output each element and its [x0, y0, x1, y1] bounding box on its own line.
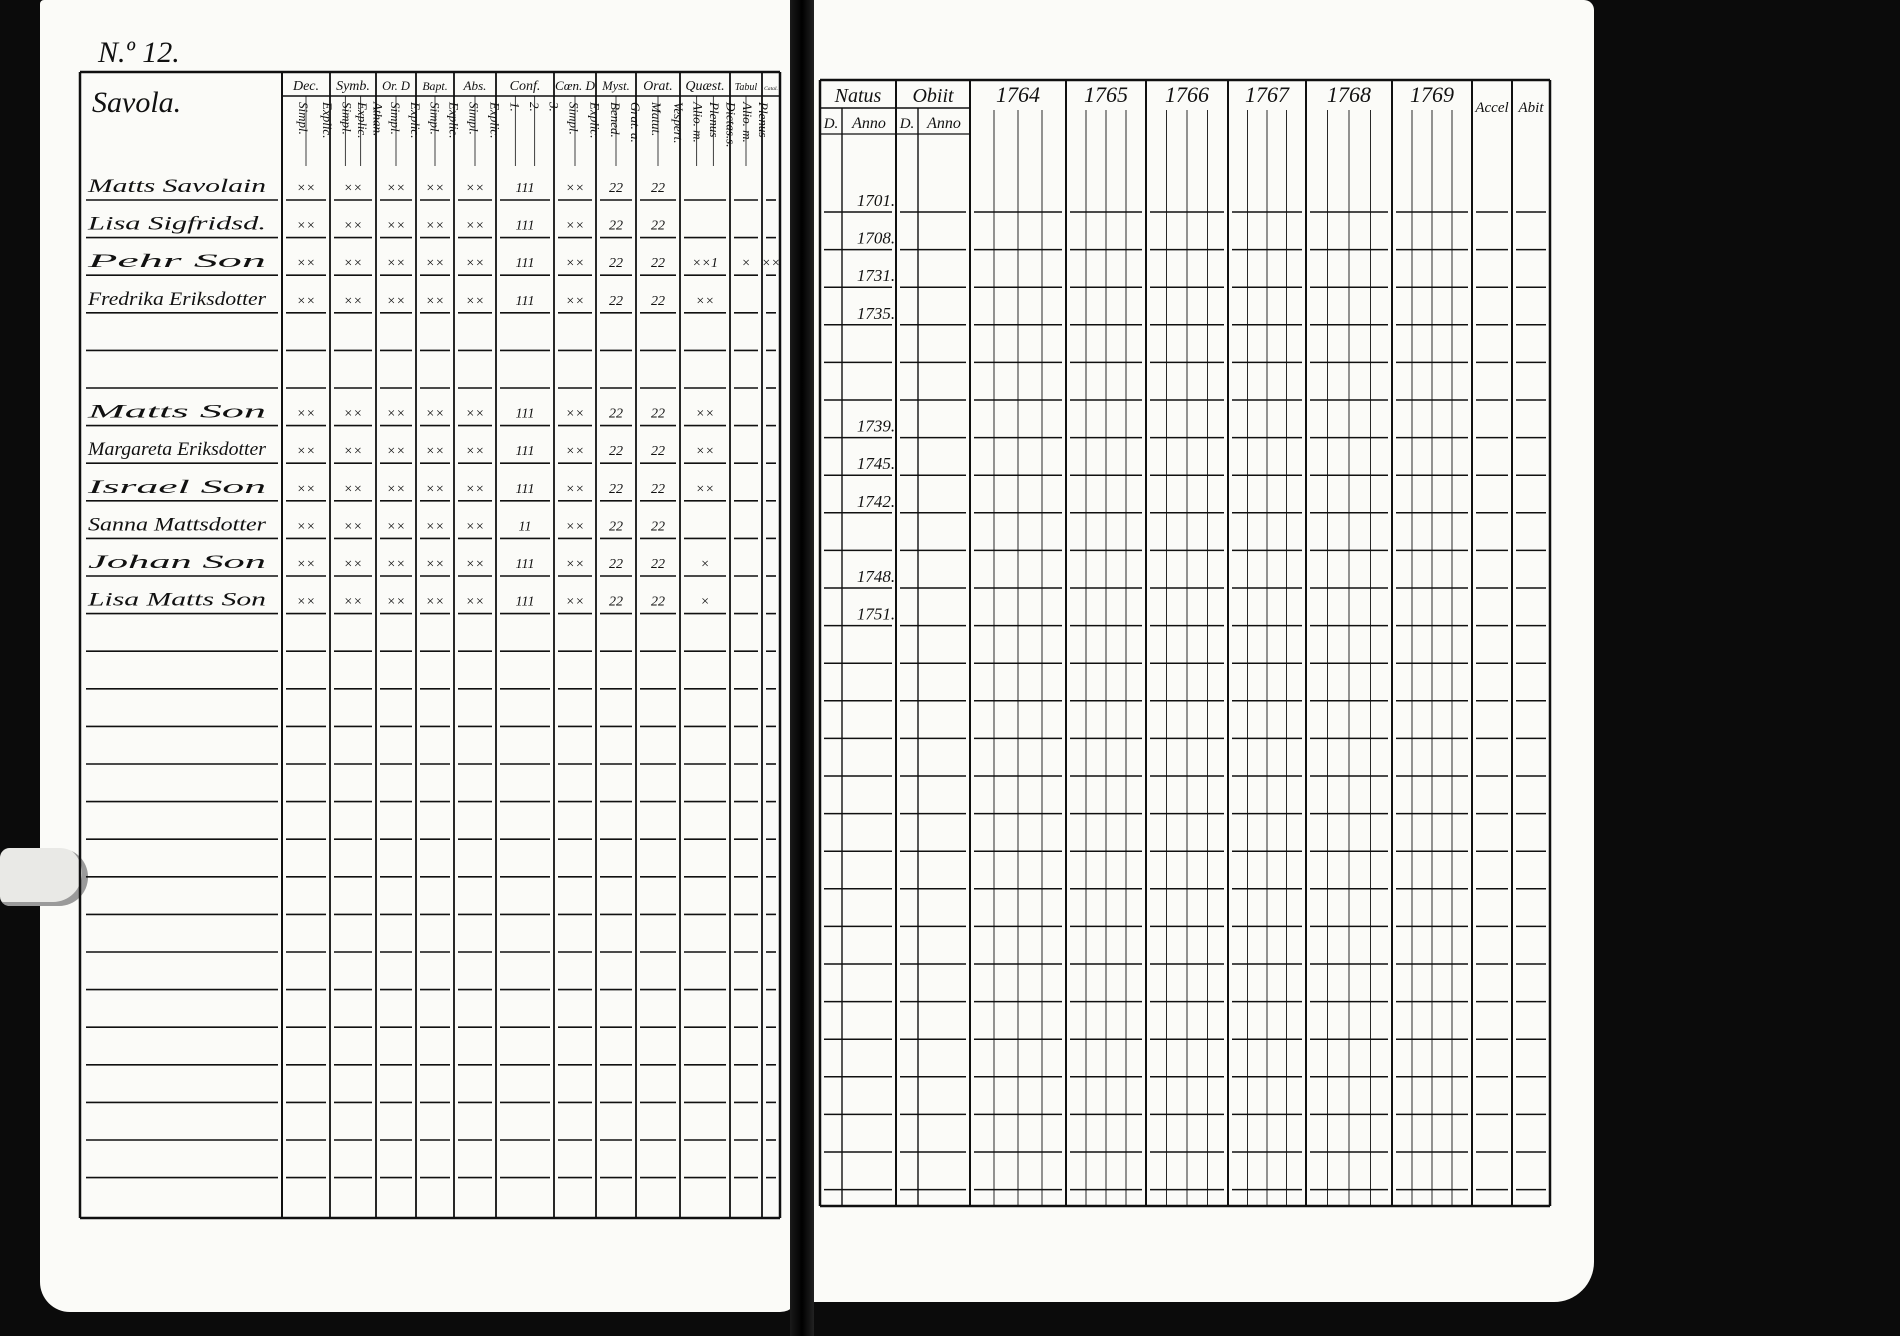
column-header: Abs.: [463, 78, 487, 93]
catechism-mark: ××: [465, 218, 485, 234]
column-header: Dec.: [292, 79, 320, 94]
column-subheader: Explic.: [587, 102, 603, 139]
household-member-name: Sanna Mattsdotter: [88, 514, 267, 536]
catechism-mark: ××: [425, 481, 445, 497]
column-subheader: Alio. m.: [690, 102, 706, 143]
birth-year: 1742.: [856, 491, 896, 511]
catechism-mark: 22: [651, 293, 665, 309]
birth-year: 1708.: [856, 228, 896, 248]
catechism-mark: 22: [609, 594, 623, 610]
catechism-mark: ××: [343, 594, 363, 610]
catechism-mark: ××: [465, 181, 485, 196]
catechism-mark: ××: [343, 256, 363, 272]
column-subheader: Dictas.s.: [723, 102, 739, 148]
catechism-mark: ××: [425, 594, 445, 610]
catechism-mark: ××: [343, 481, 363, 497]
catechism-mark: 22: [609, 557, 623, 572]
birth-year: 1751.: [856, 604, 896, 624]
catechism-mark: ××: [296, 557, 316, 572]
catechism-mark: ××: [695, 444, 715, 460]
birth-year: 1745.: [856, 454, 896, 474]
catechism-mark: 111: [515, 181, 535, 196]
year-subheader: Anno: [927, 115, 961, 132]
catechism-mark: 22: [651, 519, 665, 535]
column-header: Orat.: [643, 78, 673, 93]
catechism-mark: 22: [609, 293, 623, 309]
catechism-mark: ××: [465, 594, 485, 610]
catechism-mark: ××: [343, 557, 363, 572]
communion-year-header: 1768: [1327, 82, 1371, 107]
catechism-mark: 22: [651, 557, 665, 572]
page-number: N.º 12.: [98, 36, 180, 69]
column-subheader: Explic.: [446, 102, 462, 139]
catechism-mark: 111: [515, 218, 535, 234]
column-subheader: Simpl.: [296, 102, 311, 135]
catechism-mark: 111: [515, 557, 535, 572]
catechism-mark: ××: [386, 444, 406, 460]
catechism-mark: 111: [515, 256, 535, 272]
catechism-mark: ××: [296, 519, 316, 535]
birth-year: 1731.: [856, 266, 896, 286]
catechism-mark: 22: [651, 594, 665, 610]
catechism-mark: 22: [651, 406, 665, 422]
natus-header: Natus: [834, 85, 882, 107]
parish-heading: Savola.: [92, 86, 182, 119]
column-subheader: Explic.: [320, 102, 335, 139]
catechism-mark: ××: [343, 181, 363, 196]
catechism-mark: 22: [609, 256, 623, 272]
catechism-mark: ××: [425, 256, 445, 272]
column-subheader: Plenus: [707, 102, 722, 138]
catechism-mark: ××: [425, 406, 445, 422]
catechism-mark: ××: [296, 444, 316, 460]
day-subheader: D.: [823, 116, 839, 132]
column-subheader: Simpl.: [566, 102, 582, 135]
column-subheader: Bened.: [608, 102, 623, 138]
left-page-table: [80, 72, 780, 1218]
communion-year-header: 1769: [1410, 82, 1454, 107]
catechism-mark: ××: [343, 444, 363, 460]
catechism-mark: ×: [700, 594, 710, 610]
column-subheader: Simpl.: [388, 102, 403, 135]
column-subheader: Grat. a.: [628, 102, 643, 143]
communion-year-header: 1764: [996, 82, 1040, 107]
catechism-mark: ××: [425, 181, 445, 196]
column-header: Tabul: [734, 82, 758, 93]
catechism-mark: ××: [695, 481, 715, 497]
column-subheader: Simpl.: [427, 102, 443, 135]
catechism-mark: ××: [343, 218, 363, 234]
column-subheader: 2.: [527, 102, 542, 112]
catechism-mark: ××: [465, 519, 485, 535]
catechism-mark: 22: [651, 444, 665, 460]
catechism-mark: ××: [465, 557, 485, 572]
catechism-mark: 22: [609, 406, 623, 422]
obiit-header: Obiit: [912, 85, 954, 107]
catechism-mark: ××: [296, 481, 316, 497]
household-member-name: Matts Savolain: [86, 176, 267, 197]
catechism-mark: 22: [651, 481, 665, 497]
catechism-mark: ××: [465, 293, 485, 309]
catechism-mark: ××: [425, 444, 445, 460]
column-header: Myst.: [602, 79, 630, 93]
communion-year-header: 1765: [1084, 82, 1128, 107]
column-subheader: 3.: [546, 102, 562, 112]
column-header: Conf.: [509, 79, 541, 94]
household-member-name: Fredrika Eriksdotter: [86, 288, 267, 310]
catechism-mark: ××: [565, 293, 585, 309]
catechism-mark: ××: [296, 218, 316, 234]
year-subheader: Anno: [852, 115, 886, 132]
column-subheader: Plenus: [756, 102, 771, 138]
catechism-mark: 22: [609, 181, 623, 196]
catechism-mark: 22: [609, 444, 623, 460]
household-member-name: Margareta Eriksdotter: [86, 439, 267, 461]
catechism-mark: 22: [651, 256, 665, 272]
column-header: Quæst.: [685, 79, 725, 94]
column-subheader: Simpl.: [339, 102, 355, 135]
column-subheader: Explic.: [487, 102, 503, 139]
catechism-mark: ××: [386, 519, 406, 535]
catechism-mark: ××: [565, 557, 585, 572]
catechism-mark: 22: [651, 181, 665, 196]
catechism-mark: ××: [565, 218, 585, 234]
column-subheader: Vespert.: [671, 102, 686, 144]
catechism-mark: 22: [609, 218, 623, 234]
catechism-mark: ××: [465, 256, 485, 272]
birth-year: 1739.: [856, 416, 896, 436]
day-subheader: D.: [899, 116, 915, 132]
catechism-mark: ××: [343, 293, 363, 309]
catechism-mark: ××: [565, 406, 585, 422]
catechism-mark: ××: [465, 481, 485, 497]
column-subheader: Matut.: [649, 102, 664, 137]
birth-year: 1735.: [856, 303, 896, 323]
right-page-table: [820, 80, 1550, 1206]
catechism-mark: 111: [515, 444, 535, 460]
catechism-mark: 22: [651, 218, 665, 234]
catechism-mark: 111: [515, 293, 535, 309]
communion-year-header: 1767: [1245, 82, 1289, 107]
communion-year-header: 1766: [1165, 82, 1209, 107]
catechism-mark: ××: [386, 218, 406, 234]
household-member-name: Lisa Matts Son: [86, 589, 266, 611]
catechism-mark: ××: [386, 481, 406, 497]
catechism-mark: ××: [465, 444, 485, 460]
catechism-mark: ××: [343, 406, 363, 422]
column-subheader: Alio. m.: [740, 102, 755, 143]
abiit-header: Abit: [1518, 100, 1544, 116]
catechism-mark: ××: [296, 293, 316, 309]
catechism-mark: ××: [565, 594, 585, 610]
catechism-mark: ××: [565, 256, 585, 272]
household-member-name: Pehr Son: [85, 251, 267, 273]
catechism-mark: 11: [518, 519, 532, 535]
column-subheader: 1.: [507, 102, 523, 112]
catechism-mark: ×: [741, 256, 751, 272]
column-header: Catal.: [764, 86, 778, 92]
accessit-header: Accel: [1475, 100, 1509, 116]
column-header: Symb.: [336, 79, 370, 94]
column-header: Bapt.: [422, 79, 448, 93]
catechism-mark: ××: [465, 406, 485, 422]
column-header: Or. D: [382, 79, 410, 93]
catechism-mark: ××: [386, 181, 406, 196]
catechism-mark: ××: [565, 444, 585, 460]
catechism-mark: ×: [700, 557, 710, 572]
catechism-mark: ××1: [692, 256, 718, 272]
column-subheader: Simpl.: [466, 102, 482, 135]
catechism-mark: ××: [565, 181, 585, 196]
column-header: Cœn. D: [554, 78, 596, 93]
birth-year: 1748.: [856, 567, 896, 586]
catechism-mark: ××: [386, 557, 406, 572]
catechism-mark: ××: [296, 594, 316, 610]
column-subheader: Athan.: [370, 102, 386, 137]
catechism-mark: ××: [296, 406, 316, 422]
catechism-mark: ××: [695, 406, 715, 422]
catechism-mark: ××: [343, 519, 363, 535]
catechism-mark: 111: [515, 594, 535, 610]
catechism-mark: 22: [609, 519, 623, 535]
household-member-name: Johan Son: [88, 552, 266, 573]
birth-year: 1701.: [856, 191, 896, 210]
household-member-name: Matts Son: [85, 401, 266, 423]
catechism-mark: ××: [425, 519, 445, 535]
catechism-mark: ××: [296, 256, 316, 272]
catechism-mark: 22: [609, 481, 623, 497]
catechism-mark: ××: [425, 293, 445, 309]
catechism-mark: ××: [386, 406, 406, 422]
catechism-mark: ××: [386, 293, 406, 309]
catechism-mark: ××: [425, 557, 445, 572]
catechism-mark: ××: [425, 218, 445, 234]
catechism-mark: ××: [761, 256, 781, 272]
column-subheader: Explic.: [408, 102, 423, 139]
catechism-mark: ××: [565, 481, 585, 497]
column-subheader: Explic.: [355, 102, 370, 139]
catechism-mark: ××: [296, 181, 316, 196]
household-member-name: Lisa Sigfridsd.: [86, 213, 266, 235]
catechism-mark: 111: [515, 406, 535, 422]
household-member-name: Israel Son: [85, 476, 266, 498]
catechism-mark: ××: [695, 293, 715, 309]
catechism-mark: ××: [386, 256, 406, 272]
catechism-mark: 111: [515, 481, 535, 497]
catechism-mark: ××: [565, 519, 585, 535]
catechism-mark: ××: [386, 594, 406, 610]
